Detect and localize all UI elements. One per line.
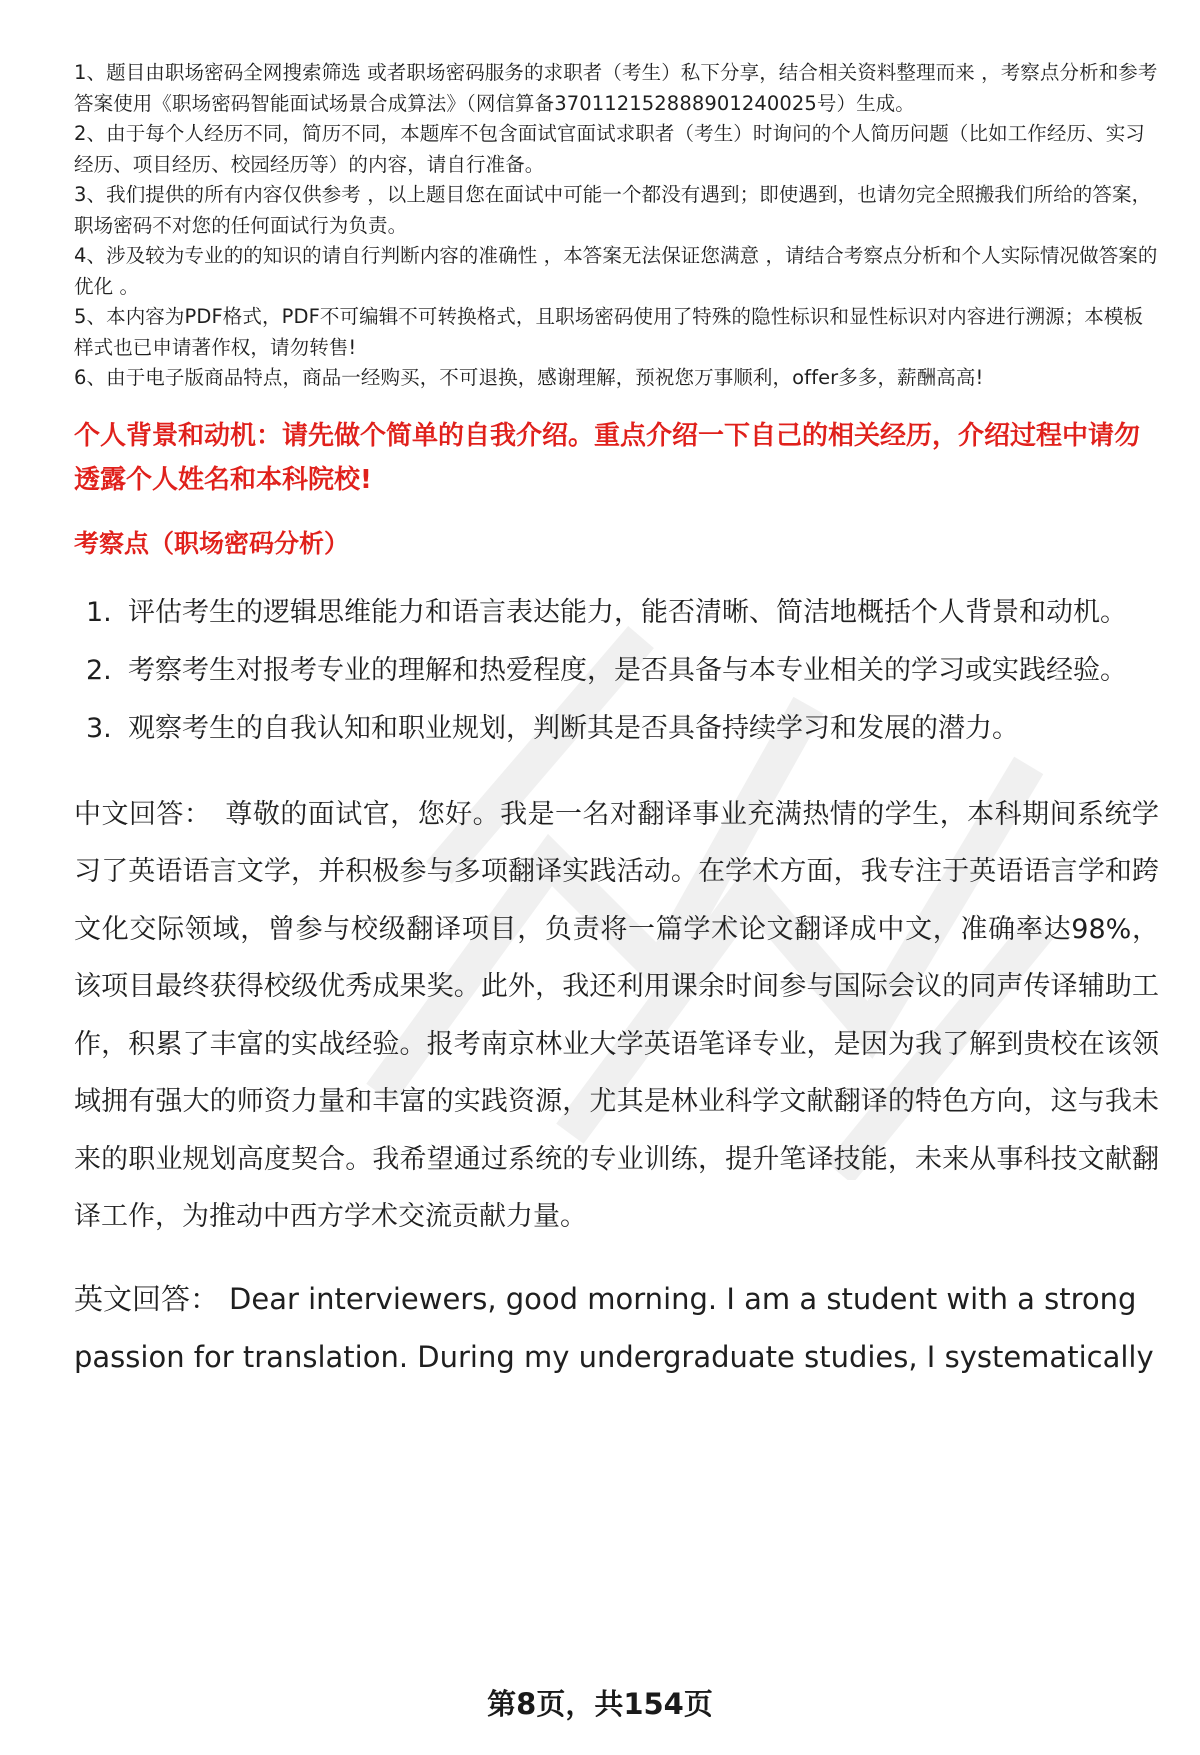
english-answer-label: 英文回答： — [74, 1281, 220, 1316]
exam-point-item — [74, 700, 1159, 758]
exam-point-item — [74, 584, 1159, 642]
chinese-answer-label: 中文回答： — [74, 798, 212, 830]
note-item: 4、涉及较为专业的的知识的请自行判断内容的准确性 ，本答案无法保证您满意 ，请结合考察点分析和个人实际情况做答案的优化 。 — [74, 244, 1158, 298]
question-heading: 个人背景和动机：请先做个简单的自我介绍。重点介绍一下自己的相关经历，介绍过程中请勿透露个人姓名和本科院校! — [74, 420, 1141, 495]
english-answer-text: Dear interviewers, good morning. I am a student with a strong passion for translation. During my undergraduate studies, I systematically — [74, 1281, 1154, 1374]
exam-points-heading: 考察点（职场密码分析） — [74, 528, 350, 558]
exam-points-list — [74, 584, 1159, 758]
note-item: 6、由于电子版商品特点，商品一经购买，不可退换，感谢理解，预祝您万事顺利，offer多多，薪酬高高! — [74, 366, 984, 389]
disclaimer-notes — [74, 58, 1159, 394]
note-item: 1、题目由职场密码全网搜索筛选 或者职场密码服务的求职者（考生）私下分享，结合相关资料整理而来 ，考察点分析和参考答案使用《职场密码智能面试场景合成算法》（网信算备370112152888901240025号）生成。 — [74, 61, 1158, 115]
exam-point-number: 3. — [86, 712, 112, 744]
english-answer — [74, 1270, 1159, 1386]
note-item: 3、我们提供的所有内容仅供参考 ，以上题目您在面试中可能一个都没有遇到；即使遇到，也请勿完全照搬我们所给的答案，职场密码不对您的任何面试行为负责。 — [74, 183, 1152, 237]
exam-point-number: 2. — [86, 654, 112, 686]
page-number: 第8页，共154页 — [487, 1687, 713, 1721]
chinese-answer-text: 尊敬的面试官，您好。我是一名对翻译事业充满热情的学生，本科期间系统学习了英语语言文学，并积极参与多项翻译实践活动。在学术方面，我专注于英语语言学和跨文化交际领域，曾参与校级翻译项目，负责将一篇学术论文翻译成中文，准确率达98%，该项目最终获得校级优秀成果奖。此外，我还利用课余时间参与国际会议的同声传译辅助工作，积累了丰富的实战经验。报考南京林业大学英语笔译专业，是因为我了解到贵校在该领域拥有强大的师资力量和丰富的实践资源，尤其是林业科学文献翻译的特色方向，这与我未来的职业规划高度契合。我希望通过系统的专业训练，提升笔译技能，未来从事科技文献翻译工作，为推动中西方学术交流贡献力量。 — [74, 798, 1160, 1232]
exam-point-text: 观察考生的自我认知和职业规划，判断其是否具备持续学习和发展的潜力。 — [128, 712, 1019, 744]
exam-point-number: 1. — [86, 596, 112, 628]
page-content — [74, 58, 1159, 1386]
exam-point-text: 考察考生对报考专业的理解和热爱程度，是否具备与本专业相关的学习或实践经验。 — [128, 654, 1127, 686]
note-item: 2、由于每个人经历不同，简历不同，本题库不包含面试官面试求职者（考生）时询问的个人简历问题（比如工作经历、实习经历、项目经历、校园经历等）的内容，请自行准备。 — [74, 122, 1145, 176]
exam-point-item — [74, 642, 1159, 700]
note-item: 5、本内容为PDF格式，PDF不可编辑不可转换格式，且职场密码使用了特殊的隐性标识和显性标识对内容进行溯源；本模板样式也已申请著作权，请勿转售! — [74, 305, 1144, 359]
exam-point-text: 评估考生的逻辑思维能力和语言表达能力，能否清晰、简洁地概括个人背景和动机。 — [128, 596, 1127, 628]
chinese-answer — [74, 786, 1159, 1246]
